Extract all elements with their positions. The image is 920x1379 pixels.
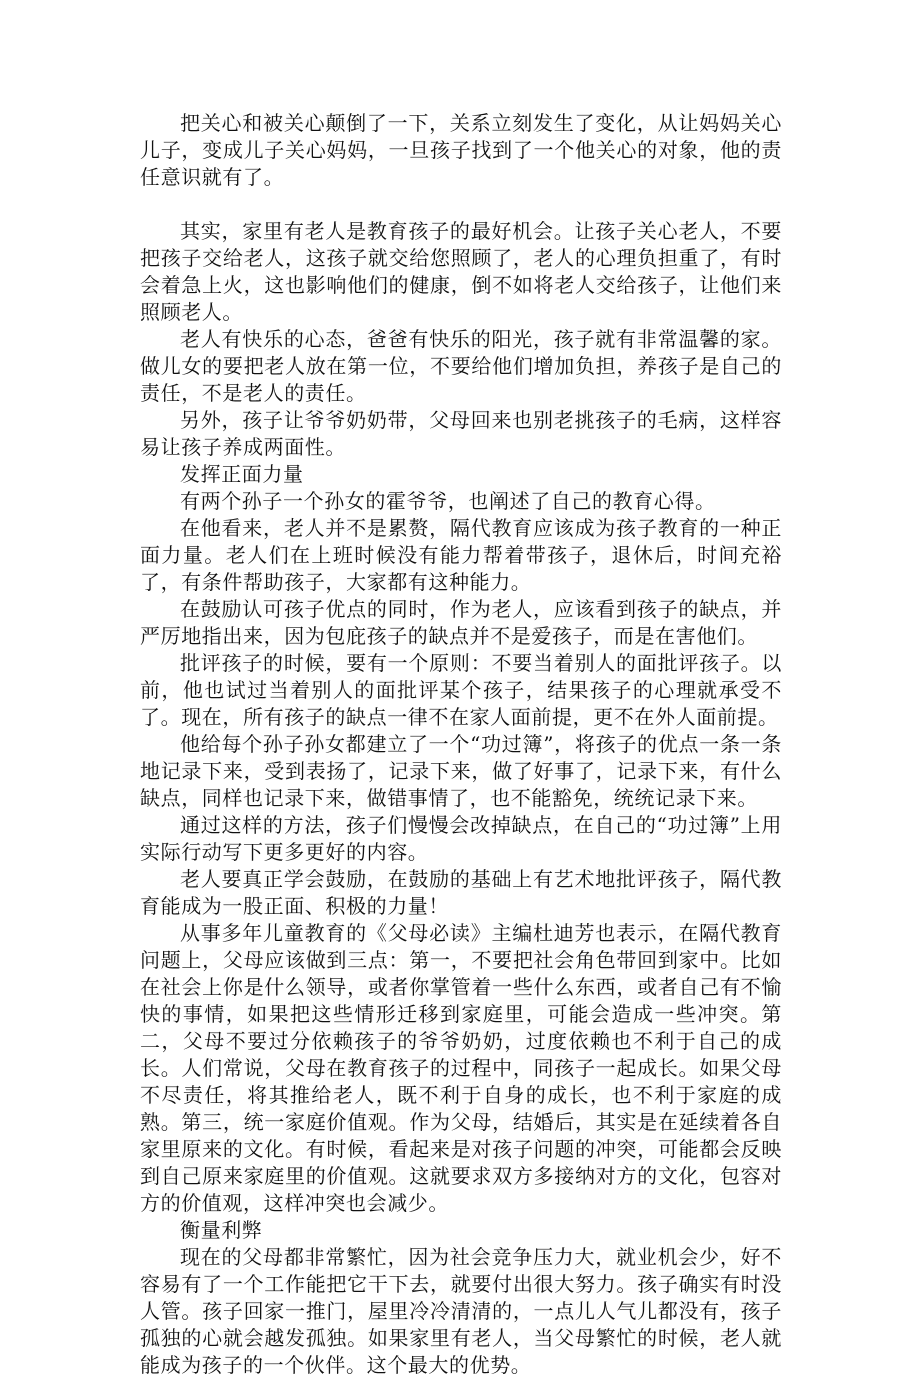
paragraph-criticism-principle: 批评孩子的时候，要有一个原则：不要当着别人的面批评孩子。以前，他也试过当着别人的面批评某个孩子，结果孩子的心理就承受不了。现在，所有孩子的缺点一律不在家人面前提，更不在外人面前提。 bbox=[140, 651, 782, 729]
paragraph-grandpa-huo: 有两个孙子一个孙女的霍爷爷，也阐述了自己的教育心得。 bbox=[180, 489, 716, 513]
paragraph-elderly-opportunity: 其实，家里有老人是教育孩子的最好机会。让孩子关心老人，不要把孩子交给老人，这孩子就交给您照顾了，老人的心理负担重了，有时会着急上火，这也影响他们的健康，倒不如将老人交给孩子，让他们来照顾老人。 bbox=[140, 219, 782, 324]
paragraph-point-out-faults: 在鼓励认可孩子优点的同时，作为老人，应该看到孩子的缺点，并严厉地指出来，因为包庇孩子的缺点并不是爱孩子，而是在害他们。 bbox=[140, 597, 782, 648]
paragraph-three-points: 从事多年儿童教育的《父母必读》主编杜迪芳也表示，在隔代教育问题上，父母应该做到三点：第一，不要把社会角色带回到家中。比如在社会上你是什么领导，或者你掌管着一些什么东西，或者自己有不愉快的事情，如果把这些情形迁移到家庭里，可能会造成一些冲突。第二，父母不要过分依赖孩子的爷爷奶奶，过度依赖也不利于自己的成长。人们常说，父母在教育孩子的过程中，同孩子一起成长。如果父母不尽责任，将其推给老人，既不利于自身的成长，也不利于家庭的成熟。第三，统一家庭价值观。作为父母，结婚后，其实是在延续着各自家里原来的文化。有时候，看起来是对孩子问题的冲突，可能都会反映到自己原来家庭里的价值观。这就要求双方多接纳对方的文化，包容对方的价值观，这样冲突也会减少。 bbox=[140, 921, 782, 1215]
paragraph-spacer bbox=[140, 191, 782, 218]
paragraph-happy-home: 老人有快乐的心态，爸爸有快乐的阳光，孩子就有非常温馨的家。做儿女的要把老人放在第一位，不要给他们增加负担，养孩子是自己的责任，不是老人的责任。 bbox=[140, 327, 782, 405]
document-body bbox=[140, 110, 782, 1379]
paragraph-role-reversal: 把关心和被关心颠倒了一下，关系立刻发生了变化，从让妈妈关心儿子，变成儿子关心妈妈，一旦孩子找到了一个他关心的对象，他的责任意识就有了。 bbox=[140, 111, 782, 189]
paragraph-two-faced: 另外，孩子让爷爷奶奶带，父母回来也别老挑孩子的毛病，这样容易让孩子养成两面性。 bbox=[140, 408, 782, 459]
paragraph-not-burden: 在他看来，老人并不是累赘，隔代教育应该成为孩子教育的一种正面力量。老人们在上班时候没有能力帮着带孩子，退休后，时间充裕了，有条件帮助孩子，大家都有这种能力。 bbox=[140, 516, 782, 594]
paragraph-merit-book: 他给每个孙子孙女都建立了一个“功过簿”，将孩子的优点一条一条地记录下来，受到表扬了，记录下来，做了好事了，记录下来，有什么缺点，同样也记录下来，做错事情了，也不能豁免，统统记录下来。 bbox=[140, 732, 782, 810]
paragraph-correct-faults: 通过这样的方法，孩子们慢慢会改掉缺点，在自己的“功过簿”上用实际行动写下更多更好的内容。 bbox=[140, 813, 782, 864]
paragraph-encourage: 老人要真正学会鼓励，在鼓励的基础上有艺术地批评孩子，隔代教育能成为一股正面、积极的力量！ bbox=[140, 867, 782, 918]
section-heading-positive-force: 发挥正面力量 bbox=[180, 462, 304, 486]
paragraph-busy-parents: 现在的父母都非常繁忙，因为社会竞争压力大，就业机会少，好不容易有了一个工作能把它干下去，就要付出很大努力。孩子确实有时没人管。孩子回家一推门，屋里冷冷清清的，一点儿人气儿都没有，孩子孤独的心就会越发孤独。如果家里有老人，当父母繁忙的时候，老人就能成为孩子的一个伙伴。这个最大的优势。 bbox=[140, 1245, 782, 1377]
section-heading-weigh-pros-cons: 衡量利弊 bbox=[180, 1218, 263, 1242]
